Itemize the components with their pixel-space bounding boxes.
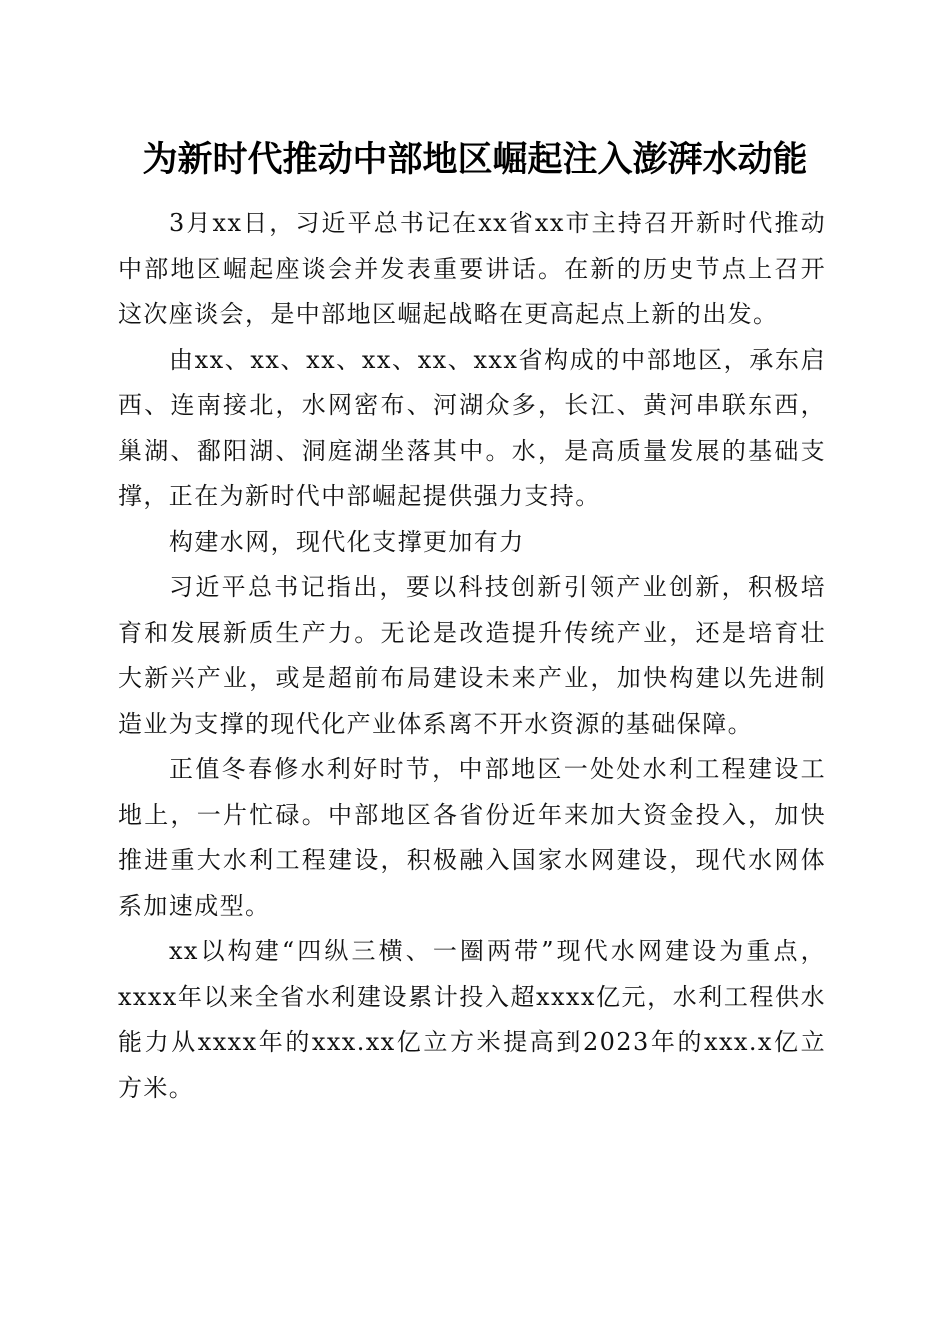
document-title: 为新时代推动中部地区崛起注入澎湃水动能 — [142, 139, 808, 180]
document-body — [118, 201, 826, 1111]
paragraph-water-network: xx以构建“四纵三横、一圈两带”现代水网建设为重点，xxxx年以来全省水利建设累计投入超xxxx亿元，水利工程供水能力从xxxx年的xxx.xx亿立方米提高到2023年的xxx.x亿立方米。 — [118, 937, 826, 1102]
paragraph-water-projects: 正值冬春修水利好时节，中部地区一处处水利工程建设工地上，一片忙碌。中部地区各省份近年来加大资金投入，加快推进重大水利工程建设，积极融入国家水网建设，现代水网体系加速成型。 — [118, 755, 826, 920]
section-heading: 构建水网，现代化支撑更加有力 — [169, 527, 525, 556]
paragraph-intro: 3月xx日，习近平总书记在xx省xx市主持召开新时代推动中部地区崛起座谈会并发表重要讲话。在新的历史节点上召开这次座谈会，是中部地区崛起战略在更高起点上新的出发。 — [118, 209, 826, 328]
paragraph-central-region: 由xx、xx、xx、xx、xx、xxx省构成的中部地区，承东启西、连南接北，水网密布、河湖众多，长江、黄河串联东西，巢湖、鄱阳湖、洞庭湖坐落其中。水，是高质量发展的基础支撑，正在为新时代中部崛起提供强力支持。 — [118, 345, 826, 510]
paragraph-innovation: 习近平总书记指出，要以科技创新引领产业创新，积极培育和发展新质生产力。无论是改造提升传统产业，还是培育壮大新兴产业，或是超前布局建设未来产业，加快构建以先进制造业为支撑的现代化产业体系离不开水资源的基础保障。 — [118, 573, 826, 738]
